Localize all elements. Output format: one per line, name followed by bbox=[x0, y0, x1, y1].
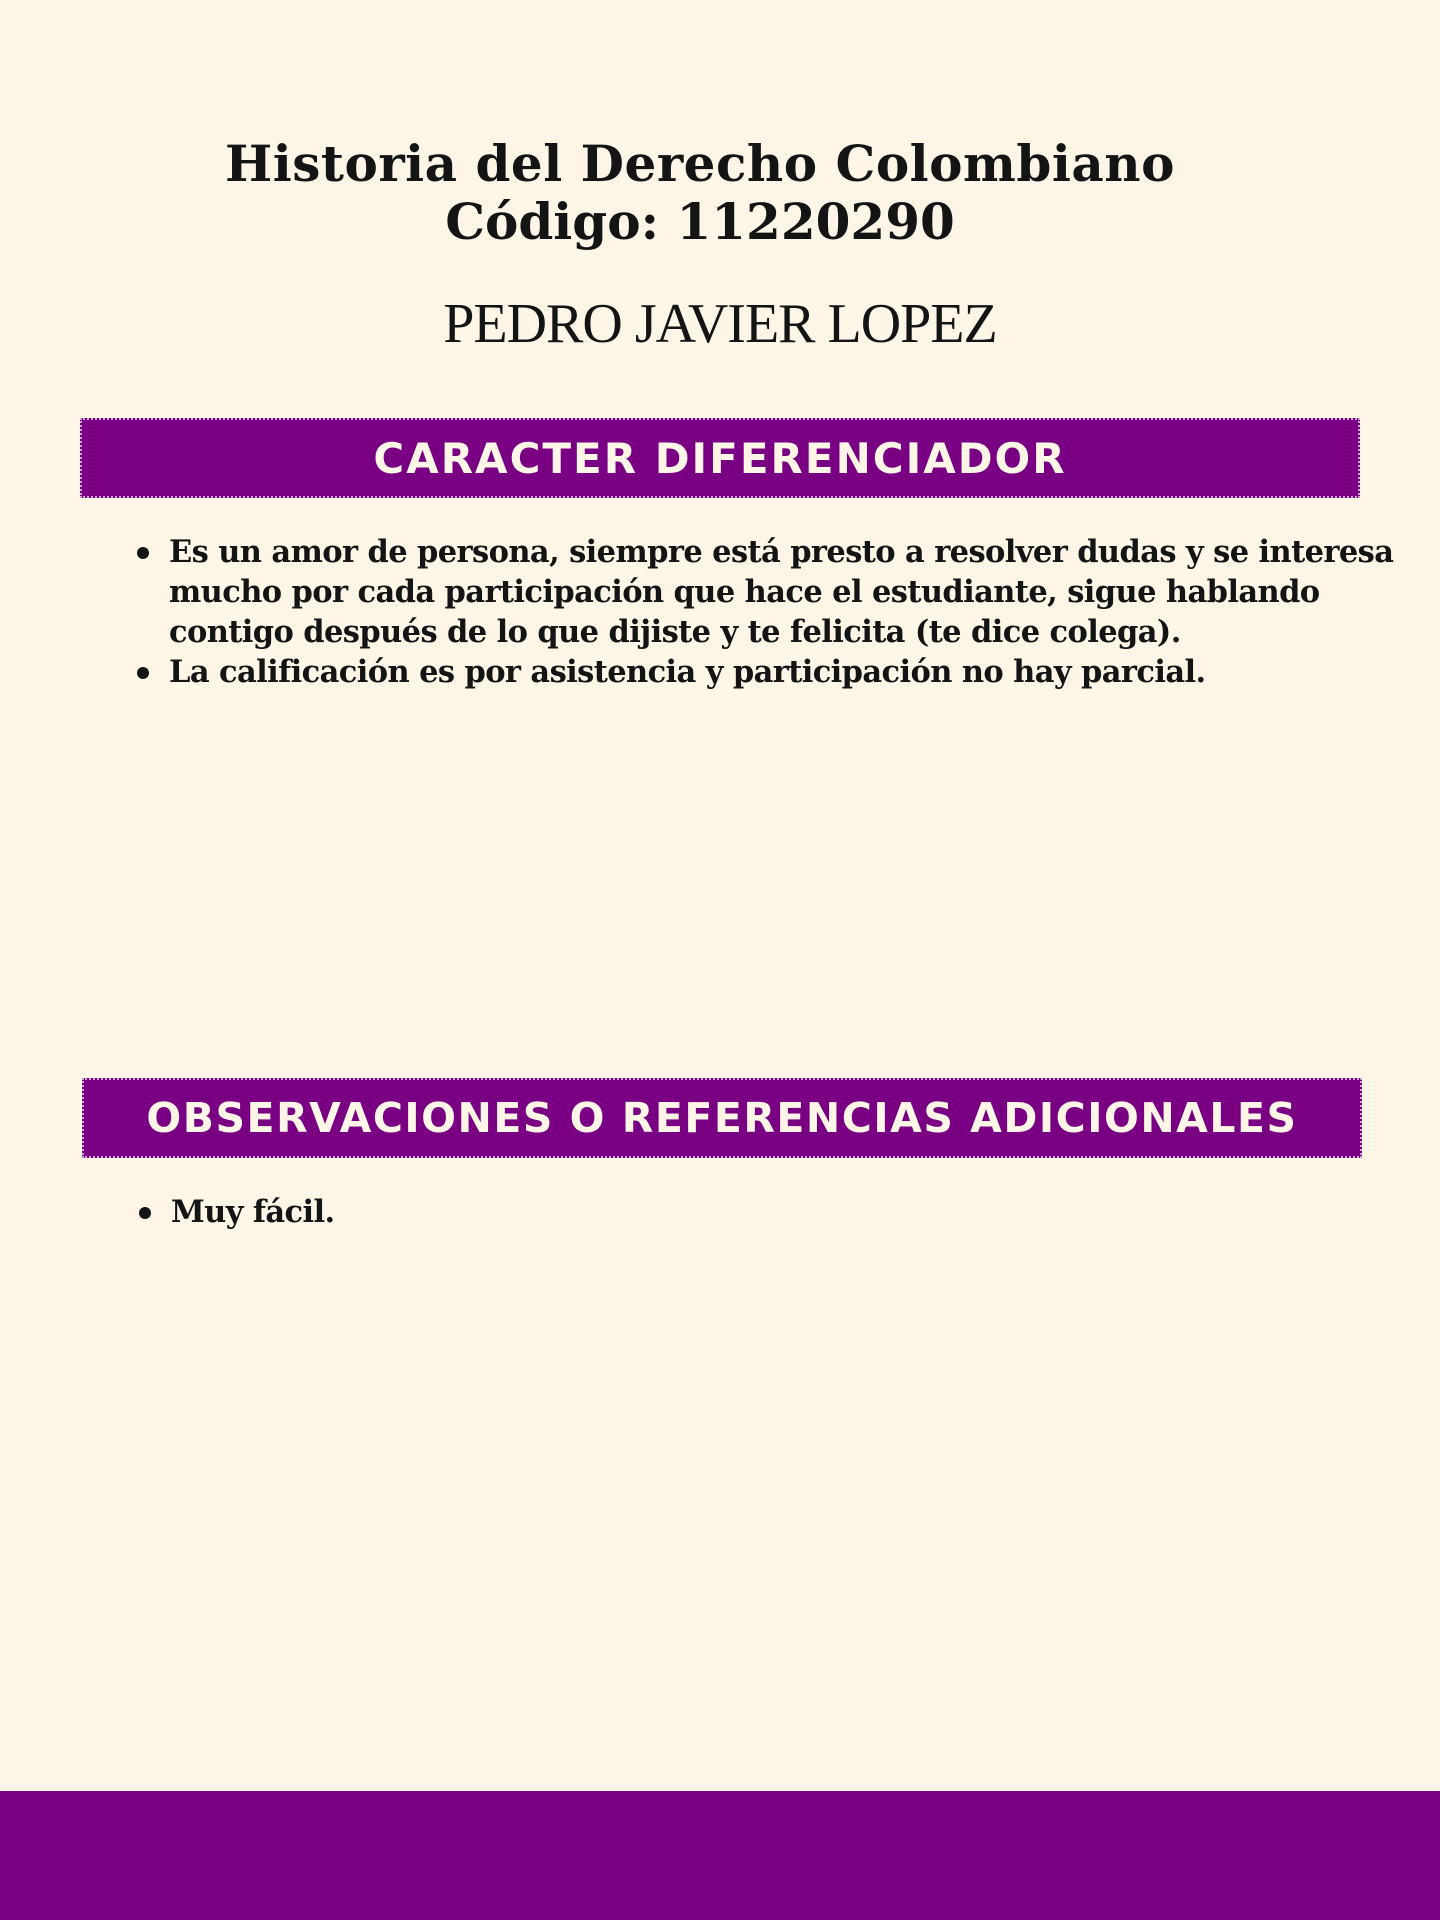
bullet-icon bbox=[139, 1207, 151, 1219]
document-header bbox=[0, 135, 1400, 251]
course-title: Historia del Derecho Colombiano bbox=[225, 134, 1175, 193]
bullet-icon bbox=[137, 667, 149, 679]
section-title: OBSERVACIONES O REFERENCIAS ADICIONALES bbox=[146, 1094, 1298, 1142]
list-item-text: Es un amor de persona, siempre está presto a resolver dudas y se interesa mucho por cada participación que hace el estudiante, sigue hablando contigo después de lo que dijiste y te felicita (te dice colega). bbox=[169, 534, 1394, 650]
professor-name: PEDRO JAVIER LOPEZ bbox=[443, 293, 997, 355]
observaciones-list bbox=[139, 1192, 1339, 1232]
bullet-icon bbox=[137, 547, 149, 559]
caracter-list bbox=[137, 532, 1397, 692]
list-item bbox=[137, 652, 1397, 692]
course-code: Código: 11220290 bbox=[445, 192, 955, 251]
list-item-text: La calificación es por asistencia y participación no hay parcial. bbox=[169, 654, 1206, 690]
list-item-text: Muy fácil. bbox=[171, 1194, 335, 1230]
section-banner-caracter bbox=[80, 418, 1360, 498]
section-banner-observaciones bbox=[82, 1078, 1362, 1158]
list-item bbox=[139, 1192, 1339, 1232]
section-title: CARACTER DIFERENCIADOR bbox=[373, 433, 1067, 483]
list-item bbox=[137, 532, 1397, 652]
footer-bar bbox=[0, 1791, 1440, 1920]
